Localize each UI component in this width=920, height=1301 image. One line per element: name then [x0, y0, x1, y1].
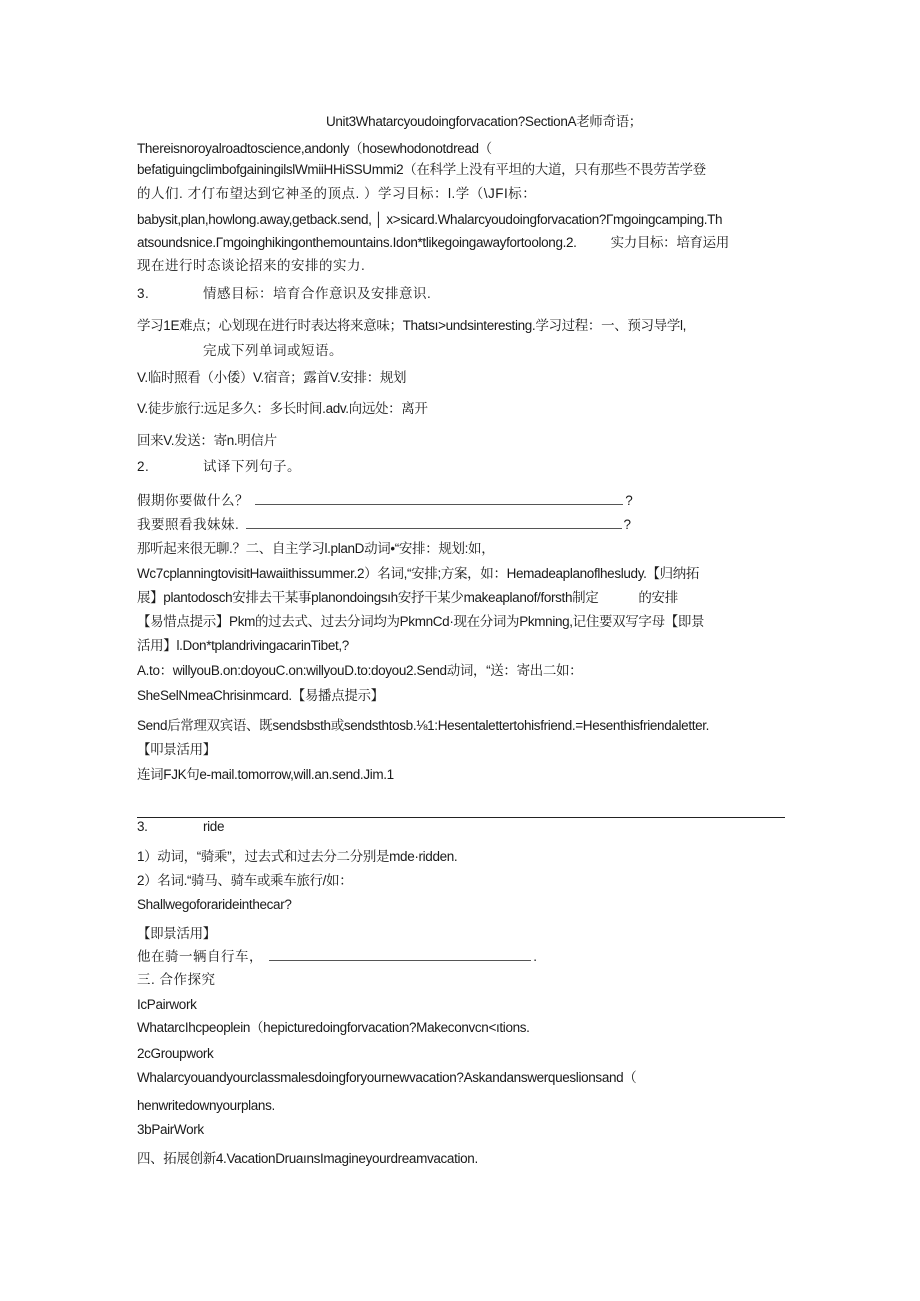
send-line-5: 连词FJK句e-mail.tomorrow,will.an.send.Jim.1 [137, 767, 394, 782]
ride-line-3: Shallwegoforarideinthecar? [137, 897, 292, 912]
key-points: 学习1E难点；心划现在进行时表达将来意味；Thatsı>undsinteresting.学习过程：一、预习导学l, [137, 318, 687, 333]
coop-2c-label: 2cGroupwork [137, 1046, 214, 1061]
coop-1c-text: WhatarcIhcpeoplein（hepicturedoingforvacation?Makeconvcn<ıtions. [137, 1020, 530, 1035]
plan-line-2: Wc7cplanningtovisitHawaiithissummer.2）名词,“安排;方案，如：Hemadeaplanoflhesludy.【归纳拓 [137, 566, 700, 581]
ride-line-5-text: 他在骑一辆自行车， [137, 949, 263, 964]
vocab-line-2 [137, 234, 729, 252]
coop-heading: 三. 合作探究 [137, 972, 216, 987]
coop-1c-label: IcPairwork [137, 997, 197, 1012]
send-line-1: A.to：willyouB.on:doyouC.on:willyouD.to:doyou2.Send动词，“送：寄出二如： [137, 663, 583, 678]
ride-heading [137, 818, 224, 836]
words-line-1: V.临时照看（小倭）V.宿音；露首V.安排：规划 [137, 370, 407, 385]
plan-line-3-text: 展】plantodosch安排去干某事planondoingsıh安抒干某少makeaplanof/forsth制定 [137, 590, 599, 605]
sentence-1-end: ? [625, 493, 634, 508]
ride-line-2: 2）名词.“骑马、骑车或乘车旅行/如： [137, 873, 353, 888]
answer-rule[interactable] [137, 817, 785, 818]
ride-word: ride [203, 819, 225, 834]
send-line-4: 【叩景活用】 [137, 742, 216, 757]
sentence-2-end: ? [623, 517, 632, 532]
quote-line-1: Thereisnoroyalroadtoscience,andonly（hosewhodonotdread（ [137, 141, 492, 156]
goal-text: 情感目标：培育合作意识及安排意识. [203, 286, 432, 301]
ride-line-5-end: . [533, 949, 538, 964]
plan-line-1: 那听起来很无聊.？二、自主学习l.planD动词•“安排：规划:如， [137, 541, 495, 556]
translate-number: 2. [137, 459, 150, 474]
words-line-2: V.徒步旅行:远足多久：多长时间.adv.向远处：离开 [137, 401, 428, 416]
document-title: Unit3Whatarcyoudoingforvacation?SectionA老师奇语； [326, 114, 642, 129]
answer-blank-1[interactable] [255, 492, 623, 505]
plan-line-4: 【易惜点提示】Pkm的过去式、过去分词均为PkmnCd·现在分词为Pkmning,记住要双写字母【即景 [137, 614, 705, 629]
plan-line-5: 活用】l.Don*tplandrivingacarinTibet,? [137, 638, 349, 653]
key-points-cont: 完成下列单词或短语。 [203, 343, 343, 358]
answer-blank-2[interactable] [246, 516, 622, 529]
sentence-1-text: 假期你要做什么？ [137, 493, 249, 508]
extend-line: 四、拓展创新4.VacationDruaınsImagineyourdreamvacation. [137, 1151, 478, 1166]
ride-number: 3. [137, 819, 148, 834]
coop-2c-text-cont: henwritedownyourplans. [137, 1098, 275, 1113]
answer-blank-3[interactable] [269, 948, 531, 961]
ride-line-1: 1）动词，“骑乘”，过去式和过去分二分别是mde·ridden. [137, 849, 458, 864]
sentence-1 [137, 492, 633, 510]
translate-text: 试译下列句子。 [203, 459, 301, 474]
vocab-line-1: babysit,plan,howlong.away,getback.send, │ x>sicard.Whalarcyoudoingforvacation?Гmgoingcamping.Th [137, 212, 723, 227]
quote-line-2: befatiguingclimbofgainingilslWmiiHHiSSUmmi2（在科学上没有平坦的大道，只有那些不畏劳苦学登 [137, 162, 706, 177]
plan-line-3-end: 的安排 [638, 590, 678, 605]
goal-number: 3. [137, 286, 150, 301]
ride-line-5 [137, 948, 538, 966]
quote-line-3: 的人们. 才仃布望达到它神圣的顶点. ）学习目标：l.学（\JFI标： [137, 186, 537, 201]
plan-line-3 [137, 589, 678, 607]
sentence-2 [137, 516, 632, 534]
ability-goal: 实力目标：培育运用 [610, 235, 729, 250]
ride-line-4: 【即景活用】 [137, 926, 216, 941]
vocab-line-3: 现在进行时态谈论招来的安排的实力. [137, 258, 366, 273]
emotion-goal [137, 285, 431, 303]
send-line-3: Send后常理双宾语、既sendsbsth或sendsthtosb.⅛1:Hesentalettertohisfriend.=Hesenthisfriendaletter. [137, 718, 710, 733]
vocab-line-2-text: atsoundsnice.Гmgoinghikingonthemountains.Idon*tlikegoingawayfortoolong.2. [137, 235, 577, 250]
words-line-3: 回来V.发送：寄n.明信片 [137, 433, 277, 448]
send-line-2: SheSelNmeaChrisinmcard.【易播点提示】 [137, 688, 384, 703]
coop-2c-text: Whalarcyouandyourclassmalesdoingforyournewvacation?Askandanswerqueslionsand（ [137, 1070, 637, 1085]
coop-3b-label: 3bPairWork [137, 1122, 204, 1137]
translate-heading [137, 458, 301, 476]
sentence-2-text: 我要照看我妹妹. [137, 517, 240, 532]
